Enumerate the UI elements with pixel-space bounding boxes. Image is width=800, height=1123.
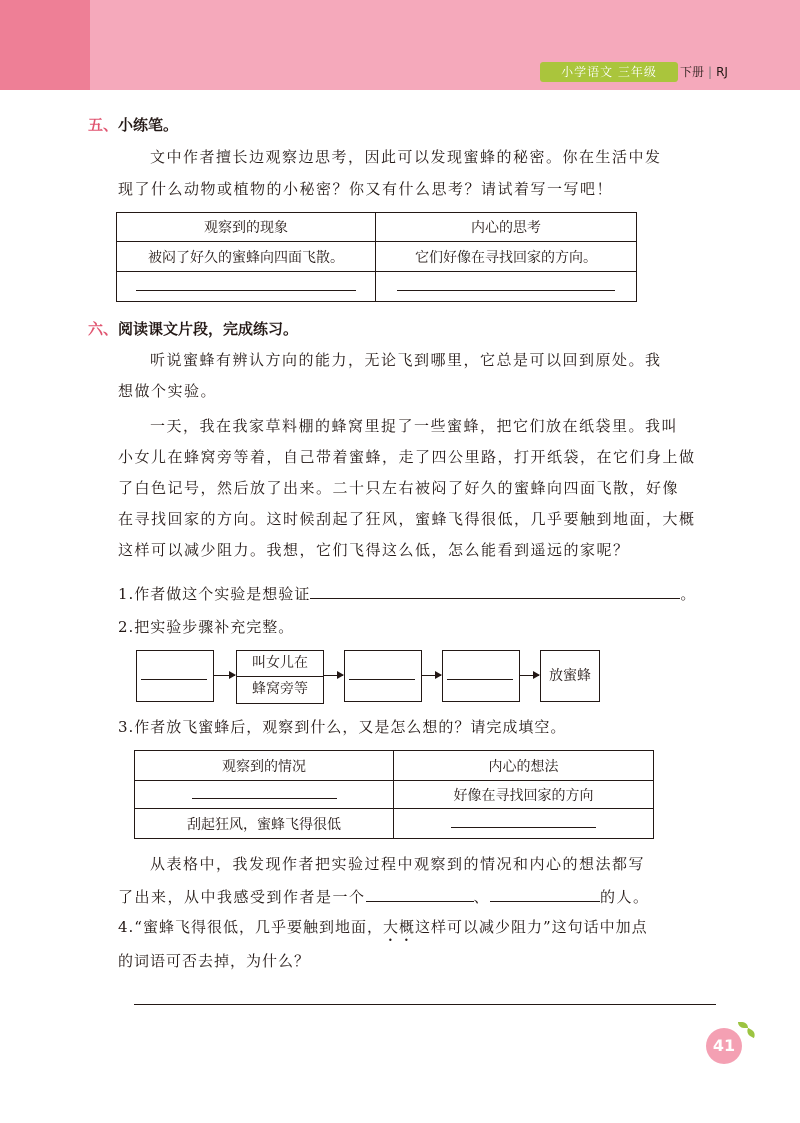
question-4-line-1 [118,916,728,945]
answer-blank[interactable] [447,679,513,680]
section5-blank-cell-1[interactable] [117,272,376,302]
question-1-text: 1.作者做这个实验是想验证 [118,585,311,603]
summary-text-b: 、 [473,888,491,906]
flow-arrow [213,675,235,676]
summary-line-1: 从表格中，我发现作者把实验过程中观察到的情况和内心的想法都写 [150,855,646,873]
flow-step-5: 放蜜蜂 [540,650,600,702]
answer-blank[interactable] [490,889,600,902]
q3-header-observation: 观察到的情况 [135,751,394,781]
section5-number: 五、 [88,116,119,134]
question-4-text-a: 4.“蜜蜂飞得很低，几乎要触到地面， [118,918,383,936]
passage-line: 这样可以减少阻力。我想，它们飞得这么低，怎么能看到遥远的家呢？ [118,541,630,559]
section5-example-observation: 被闷了好久的蜜蜂向四面飞散。 [117,242,376,272]
answer-blank[interactable] [192,786,337,799]
q3-blank-thought[interactable] [394,809,654,839]
question-4-text-b: 这样可以减少阻力”这句话中加点 [415,918,648,936]
page-number: 41 [706,1028,742,1064]
summary-text-a: 了出来，从中我感受到作者是一个 [118,888,366,906]
section5-title: 小练笔。 [118,116,179,134]
section5-intro-2: 现了什么动物或植物的小秘密？你又有什么思考？请试着写一写吧！ [118,180,614,198]
dotted-word-1: 大 [382,918,399,936]
flow-arrow [323,675,343,676]
flow-step-4[interactable] [442,650,520,702]
question-4-line-2: 的词语可否去掉，为什么？ [118,952,311,970]
section6-heading [88,318,298,339]
edition-text: RJ [716,65,728,79]
section6-number: 六、 [88,320,119,338]
question-2: 2.把实验步骤补充完整。 [118,618,295,636]
answer-blank[interactable] [141,679,207,680]
answer-blank[interactable] [397,278,615,291]
header-tab [0,0,90,90]
answer-blank[interactable] [366,889,474,902]
summary-text-c: 的人。 [600,888,650,906]
answer-line[interactable] [134,1004,716,1005]
section5-intro-1: 文中作者擅长边观察边思考，因此可以发现蜜蜂的秘密。你在生活中发 [150,148,662,166]
section5-blank-cell-2[interactable] [376,272,637,302]
passage-line: 听说蜜蜂有辨认方向的能力，无论飞到哪里，它总是可以回到原处。我 [150,351,662,369]
leaf-icon [745,1028,757,1038]
subject-grade-badge: 小学语文 三年级 [540,62,678,82]
summary-line-2 [118,882,718,913]
answer-blank[interactable] [310,586,680,599]
flow-arrow [519,675,539,676]
section5-header-observation: 观察到的现象 [117,213,376,242]
answer-blank[interactable] [451,815,596,828]
flow-arrow [421,675,441,676]
flow-step-2-line-1: 叫女儿在 [237,651,323,677]
volume-text: 下册 [680,65,705,79]
question-3: 3.作者放飞蜜蜂后，观察到什么，又是怎么想的？请完成填空。 [118,718,567,736]
flow-step-3[interactable] [344,650,422,702]
section5-heading [88,114,178,135]
flow-step-2-line-2: 蜂窝旁等 [252,681,308,697]
q3-blank-observation[interactable] [135,781,394,809]
volume-label [680,62,728,82]
question-3-table [134,750,654,839]
question-1 [118,583,696,604]
volume-separator: | [708,65,713,79]
dotted-word-2: 概 [399,918,416,936]
passage-line: 了白色记号，然后放了出来。二十只左右被闷了好久的蜜蜂向四面飞散，好像 [118,479,680,497]
answer-blank[interactable] [349,679,415,680]
passage-line: 小女儿在蜂窝旁等着，自己带着蜜蜂，走了四公里路，打开纸袋，在它们身上做 [118,448,696,466]
section5-header-thought: 内心的思考 [376,213,637,242]
flow-step-1[interactable] [136,650,214,702]
question-1-end: 。 [680,585,697,603]
leaf-icon [738,1022,748,1028]
section5-table [116,212,637,302]
q3-header-thought: 内心的想法 [394,751,654,781]
q3-thought-1: 好像在寻找回家的方向 [394,781,654,809]
passage-line: 一天，我在我家草料棚的蜂窝里捉了一些蜜蜂，把它们放在纸袋里。我叫 [150,417,679,435]
passage-line: 在寻找回家的方向。这时候刮起了狂风，蜜蜂飞得很低，几乎要触到地面，大概 [118,510,696,528]
section5-example-thought: 它们好像在寻找回家的方向。 [376,242,637,272]
flow-step-2 [236,650,324,704]
passage-line: 想做个实验。 [118,382,218,400]
section6-title: 阅读课文片段，完成练习。 [118,320,299,338]
answer-blank[interactable] [136,278,356,291]
q3-observation-2: 刮起狂风，蜜蜂飞得很低 [135,809,394,839]
